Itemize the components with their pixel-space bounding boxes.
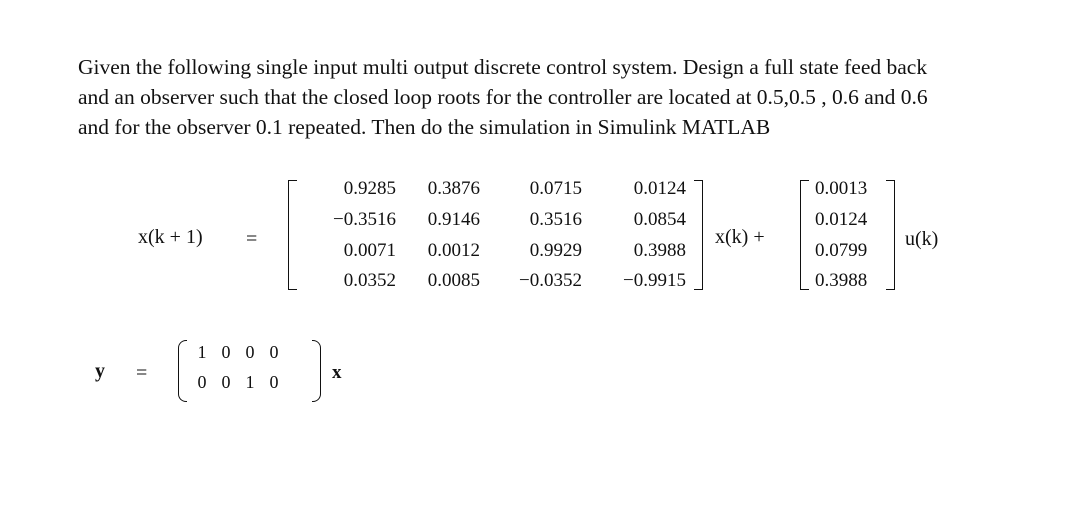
problem-line-2: and an observer such that the closed loop roots for the controller are located at 0.5,0.5 , 0.6 and 0.6 — [78, 85, 928, 109]
matrix-a-cell: 0.0071 — [343, 240, 396, 261]
matrix-b-cell: 0.0013 — [815, 178, 868, 199]
matrix-c-left-bracket — [178, 340, 187, 402]
matrix-c-right-bracket — [312, 340, 321, 402]
matrix-a-cell: 0.0854 — [633, 209, 686, 230]
matrix-b-cell: 0.3988 — [815, 270, 868, 291]
problem-line-1: Given the following single input multi output discrete control system. Design a full state feed back — [78, 55, 928, 79]
matrix-a-cell: 0.9146 — [427, 209, 480, 230]
matrix-a-right-bracket — [694, 180, 703, 290]
matrix-a-cell: 0.0085 — [427, 270, 480, 291]
matrix-a-cell: −0.3516 — [333, 209, 396, 230]
matrix-a-cell: 0.0012 — [427, 240, 480, 261]
matrix-a-cell: −0.9915 — [623, 270, 686, 291]
output-equation-equals: = — [136, 362, 148, 384]
matrix-b-left-bracket — [800, 180, 809, 290]
matrix-a-cell: 0.0715 — [529, 178, 582, 199]
input-term-u: u(k) — [905, 228, 939, 250]
matrix-b-right-bracket — [886, 180, 895, 290]
matrix-c-cell: 1 — [245, 372, 255, 392]
problem-statement — [78, 52, 1038, 142]
state-term-x: x(k) + — [715, 226, 765, 248]
matrix-c-cell: 1 — [197, 342, 207, 362]
matrix-a-cell: 0.9929 — [529, 240, 582, 261]
matrix-a-cell: 0.0124 — [633, 178, 686, 199]
matrix-a-cell: 0.3516 — [529, 209, 582, 230]
matrix-c-cell: 0 — [245, 342, 255, 362]
output-term-x: x — [332, 362, 342, 383]
matrix-c-cell: 0 — [221, 372, 231, 392]
state-equation-equals: = — [246, 228, 258, 250]
matrix-a-cell: 0.0352 — [343, 270, 396, 291]
matrix-c-cell: 0 — [269, 342, 279, 362]
matrix-a-cell: −0.0352 — [519, 270, 582, 291]
matrix-a-cell: 0.3988 — [633, 240, 686, 261]
matrix-b-cell: 0.0799 — [815, 240, 868, 261]
output-equation-lhs: y — [95, 360, 105, 382]
matrix-c-cell: 0 — [269, 372, 279, 392]
matrix-a-left-bracket — [288, 180, 297, 290]
matrix-a-cell: 0.3876 — [427, 178, 480, 199]
problem-line-3: and for the observer 0.1 repeated. Then do the simulation in Simulink MATLAB — [78, 115, 771, 139]
matrix-b-cell: 0.0124 — [815, 209, 868, 230]
matrix-c-cell: 0 — [221, 342, 231, 362]
state-equation-lhs: x(k + 1) — [138, 226, 203, 248]
matrix-a-cell: 0.9285 — [343, 178, 396, 199]
matrix-c-cell: 0 — [197, 372, 207, 392]
